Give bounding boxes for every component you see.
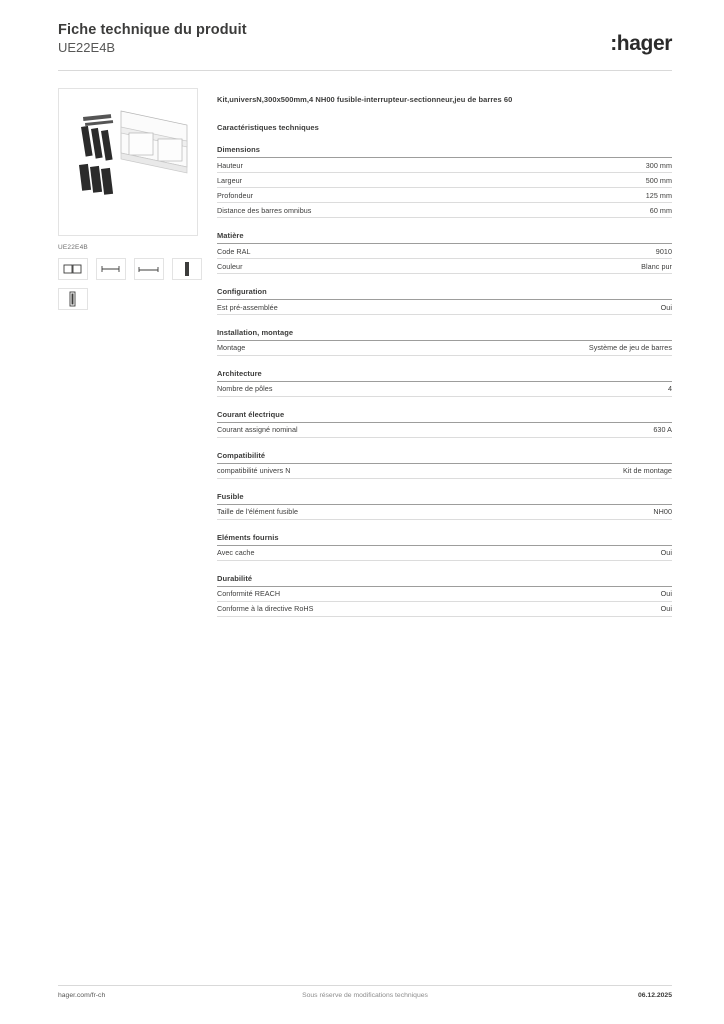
footer-divider (58, 985, 672, 986)
spec-label: Est pré-assemblée (217, 300, 445, 314)
spec-value: Système de jeu de barres (445, 341, 673, 355)
spec-label: Nombre de pôles (217, 382, 445, 396)
thumbnail-1-icon (59, 259, 87, 279)
spec-label: Taille de l'élément fusible (217, 505, 445, 519)
table-row (217, 587, 672, 601)
spec-group (217, 369, 672, 397)
spec-group-title: Eléments fournis (217, 533, 672, 546)
thumbnail-2-icon (97, 259, 125, 279)
spec-table (217, 423, 672, 438)
spec-label: Profondeur (217, 187, 445, 202)
spec-group-title: Fusible (217, 492, 672, 505)
technical-characteristics-heading: Caractéristiques techniques (217, 123, 319, 132)
product-illustration (59, 89, 197, 235)
spec-value: 9010 (445, 244, 673, 258)
specifications-panel (217, 94, 672, 617)
thumbnail-3-icon (135, 259, 163, 279)
table-row (217, 601, 672, 616)
product-image (58, 88, 198, 236)
header-divider (58, 70, 672, 71)
spec-table (217, 587, 672, 617)
spec-value: Oui (445, 546, 673, 560)
thumbnail-5[interactable] (58, 288, 88, 310)
table-row (217, 382, 672, 396)
product-description: Kit,universN,300x500mm,4 NH00 fusible-interrupteur-sectionneur,jeu de barres 60 (217, 95, 513, 104)
thumbnail-gallery (58, 258, 208, 318)
spec-value: 60 mm (445, 202, 673, 217)
page-title: Fiche technique du produit (58, 22, 247, 38)
spec-group (217, 231, 672, 274)
page-footer (58, 992, 672, 1006)
spec-table (217, 546, 672, 561)
product-image-caption: UE22E4B (58, 244, 88, 251)
footer-website[interactable]: hager.com/fr-ch (58, 992, 106, 999)
table-row (217, 187, 672, 202)
spec-label: Distance des barres omnibus (217, 202, 445, 217)
hager-logo: :hager (610, 32, 672, 55)
spec-group-title: Architecture (217, 369, 672, 382)
spec-table (217, 505, 672, 520)
spec-table (217, 158, 672, 218)
spec-group (217, 145, 672, 218)
thumbnail-5-icon (59, 289, 87, 309)
spec-label: compatibilité univers N (217, 464, 445, 478)
spec-table (217, 341, 672, 356)
table-row (217, 464, 672, 478)
spec-table (217, 382, 672, 397)
table-row (217, 341, 672, 355)
spec-group-title: Courant électrique (217, 410, 672, 423)
product-reference: UE22E4B (58, 40, 116, 55)
table-row (217, 546, 672, 560)
spec-group-title: Configuration (217, 287, 672, 300)
spec-label: Montage (217, 341, 445, 355)
thumbnail-1[interactable] (58, 258, 88, 280)
spec-group-title: Dimensions (217, 145, 672, 158)
thumbnail-row-2 (58, 288, 208, 310)
table-row (217, 172, 672, 187)
spec-table (217, 244, 672, 274)
spec-group (217, 533, 672, 561)
spec-group-title: Durabilité (217, 574, 672, 587)
table-row (217, 202, 672, 217)
spec-group-title: Installation, montage (217, 328, 672, 341)
spec-group-title: Matière (217, 231, 672, 244)
table-row (217, 423, 672, 437)
spec-value: 125 mm (445, 187, 673, 202)
spec-label: Avec cache (217, 546, 445, 560)
spec-value: 630 A (445, 423, 673, 437)
spec-group (217, 287, 672, 315)
table-row (217, 244, 672, 258)
thumbnail-4[interactable] (172, 258, 202, 280)
spec-label: Conformité REACH (217, 587, 445, 601)
spec-value: 4 (445, 382, 673, 396)
spec-label: Largeur (217, 172, 445, 187)
table-row (217, 258, 672, 273)
spec-groups (217, 145, 672, 617)
spec-value: NH00 (445, 505, 673, 519)
spec-value: 300 mm (445, 158, 673, 172)
footer-date: 06.12.2025 (637, 992, 672, 999)
spec-label: Conforme à la directive RoHS (217, 601, 445, 616)
table-row (217, 158, 672, 172)
page-header (58, 22, 672, 66)
spec-group (217, 410, 672, 438)
table-row (217, 505, 672, 519)
spec-group (217, 574, 672, 617)
thumbnail-4-icon (173, 259, 201, 279)
spec-group (217, 328, 672, 356)
thumbnail-2[interactable] (96, 258, 126, 280)
spec-table (217, 464, 672, 479)
spec-value: 500 mm (445, 172, 673, 187)
spec-table (217, 300, 672, 315)
thumbnail-3[interactable] (134, 258, 164, 280)
thumbnail-row-1 (58, 258, 208, 280)
spec-label: Code RAL (217, 244, 445, 258)
spec-group (217, 451, 672, 479)
spec-value: Oui (445, 587, 673, 601)
spec-label: Courant assigné nominal (217, 423, 445, 437)
spec-label: Couleur (217, 258, 445, 273)
footer-disclaimer: Sous réserve de modifications techniques (302, 992, 428, 999)
spec-group (217, 492, 672, 520)
spec-value: Oui (445, 601, 673, 616)
spec-value: Kit de montage (445, 464, 673, 478)
spec-value: Blanc pur (445, 258, 673, 273)
spec-label: Hauteur (217, 158, 445, 172)
table-row (217, 300, 672, 314)
spec-value: Oui (445, 300, 673, 314)
spec-group-title: Compatibilité (217, 451, 672, 464)
